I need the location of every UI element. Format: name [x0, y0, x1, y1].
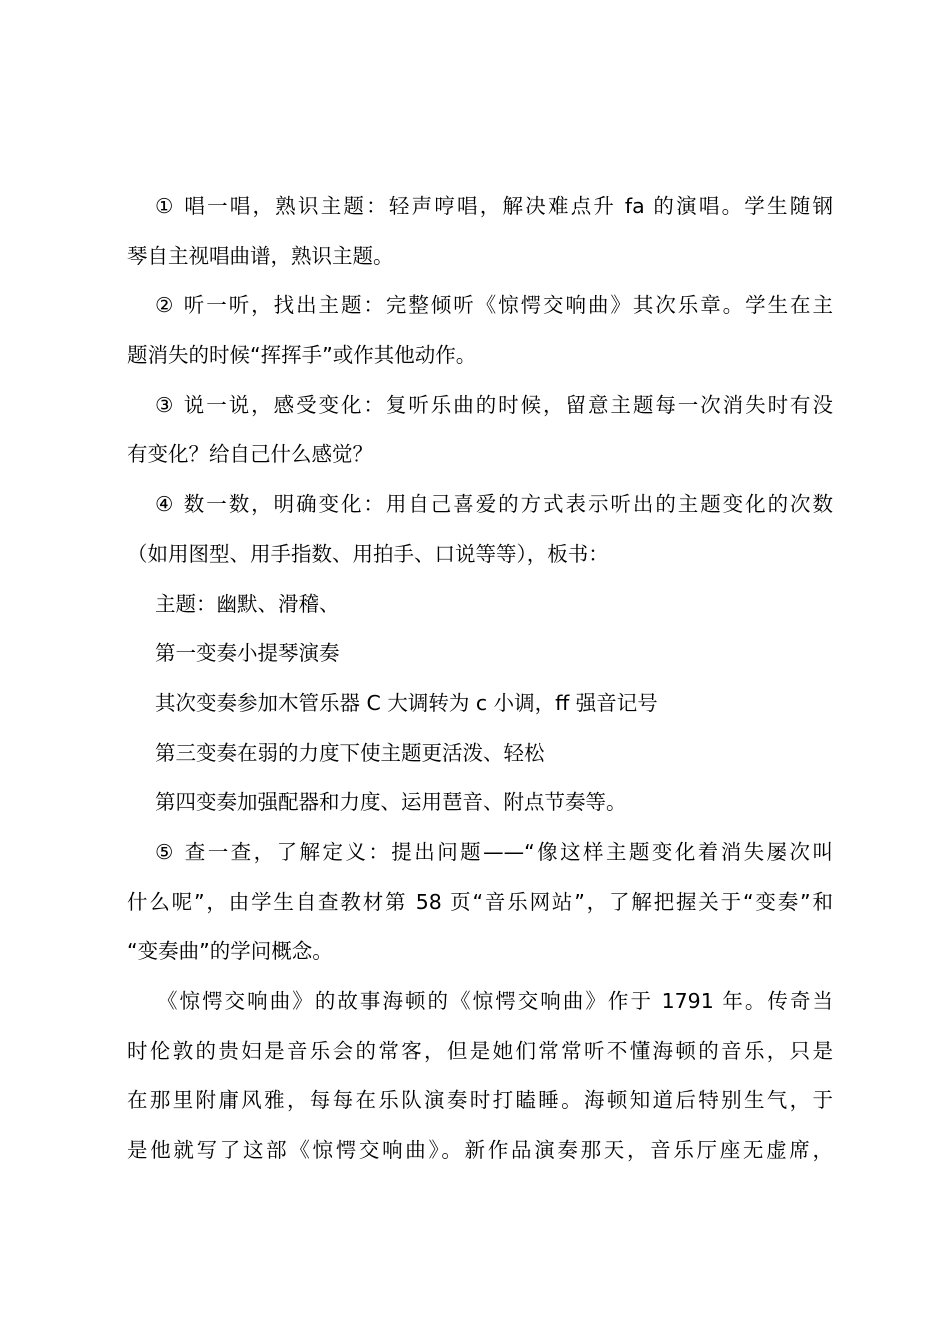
text-line: （如用图型、用手指数、用拍手、口说等等），板书：: [127, 541, 609, 566]
text-line: 在那里附庸风雅，每每在乐队演奏时打瞌睡。海顿知道后特别生气，于: [127, 1088, 833, 1113]
text-line: 主题：幽默、滑稽、: [155, 591, 340, 616]
text-line: 什么呢”，由学生自查教材第 58 页“音乐网站”，了解把握关于“变奏”和: [127, 889, 833, 914]
text-line: ③ 说一说，感受变化：复听乐曲的时候，留意主题每一次消失时有没: [155, 392, 833, 417]
text-line: 题消失的时候“挥挥手”或作其他动作。: [127, 343, 477, 368]
text-line: 时伦敦的贵妇是音乐会的常客，但是她们常常听不懂海顿的音乐，只是: [127, 1038, 833, 1063]
text-line: 第一变奏小提琴演奏: [155, 641, 340, 666]
document-body: [127, 182, 833, 1176]
text-line: 琴自主视唱曲谱，熟识主题。: [127, 243, 394, 268]
text-line: ④ 数一数，明确变化：用自己喜爱的方式表示听出的主题变化的次数: [155, 492, 833, 517]
text-line: 其次变奏参加木管乐器 C 大调转为 c 小调，ff 强音记号: [155, 690, 658, 715]
text-line: 第三变奏在弱的力度下使主题更活泼、轻松: [155, 740, 545, 765]
text-line: 《惊愕交响曲》的故事海顿的《惊愕交响曲》作于 1791 年。传奇当: [157, 989, 833, 1013]
text-line: 是他就写了这部《惊愕交响曲》。新作品演奏那天，音乐厅座无虚席，: [127, 1138, 833, 1163]
text-line: 有变化？给自己什么感觉？: [127, 442, 373, 467]
text-line: “变奏曲”的学问概念。: [127, 939, 333, 964]
text-line: ② 听一听，找出主题：完整倾听《惊愕交响曲》其次乐章。学生在主: [155, 293, 833, 318]
text-line: ⑤ 查一查，了解定义：提出问题——“像这样主题变化着消失屡次叫: [155, 839, 833, 864]
text-line: ① 唱一唱，熟识主题：轻声哼唱，解决难点升 fa 的演唱。学生随钢: [155, 194, 833, 218]
text-line: 第四变奏加强配器和力度、运用琶音、附点节奏等。: [155, 790, 627, 815]
